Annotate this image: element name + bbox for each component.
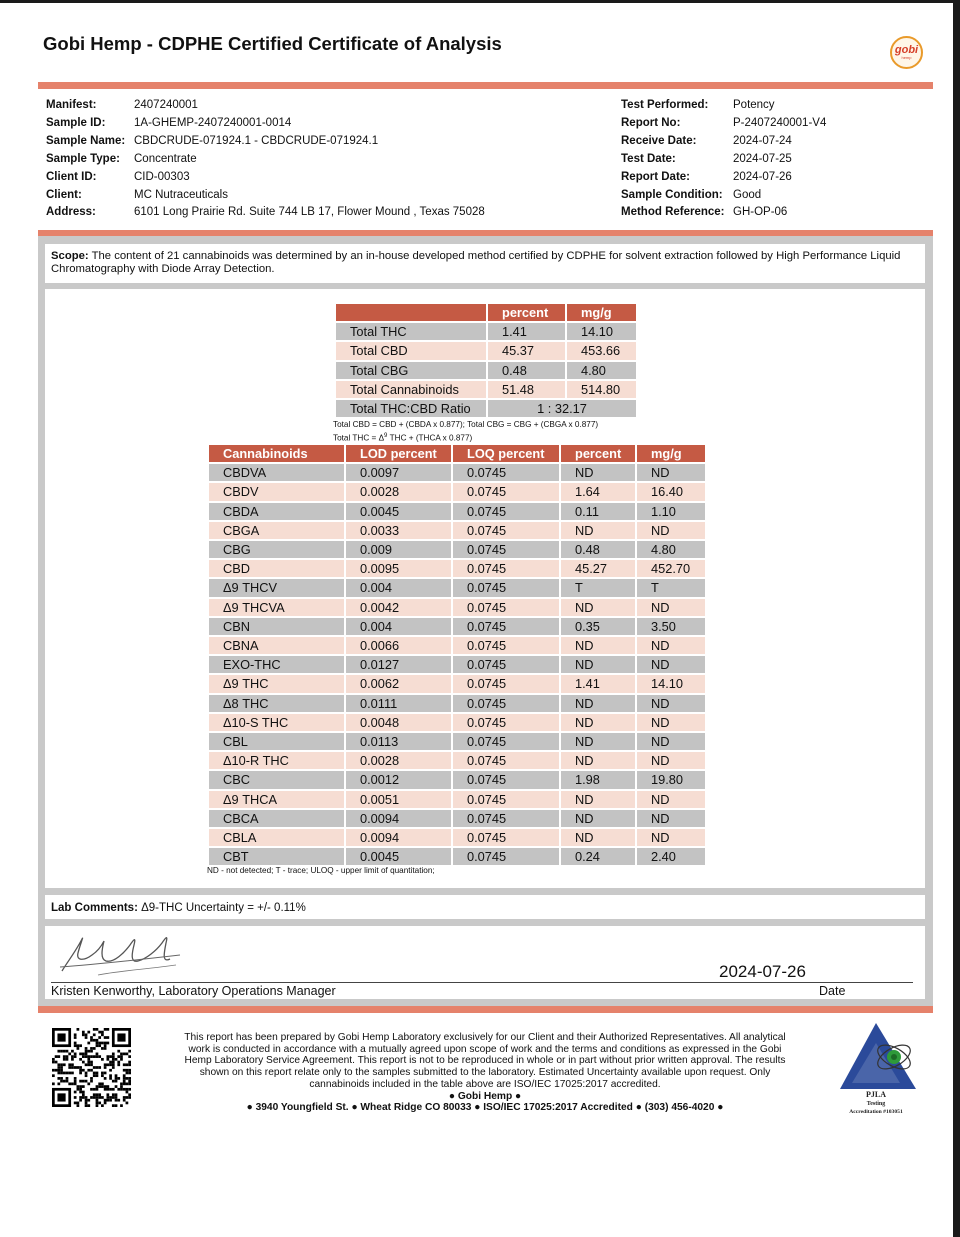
cannabinoid-cell: 0.48 — [561, 541, 635, 558]
cannabinoid-cell: 14.10 — [637, 675, 705, 692]
totals-mgg: 14.10 — [567, 323, 636, 340]
cannabinoid-cell: 0.0745 — [453, 733, 559, 750]
cannabinoid-cell: 452.70 — [637, 560, 705, 577]
info-label: Test Performed: — [621, 99, 709, 111]
totals-name: Total THC — [336, 323, 486, 340]
info-row — [621, 133, 826, 151]
abbreviations-footnote: ND - not detected; T - trace; ULOQ - upper limit of quantitation; — [207, 866, 435, 875]
cannabinoid-cell: ND — [561, 656, 635, 673]
info-label: Client ID: — [46, 170, 97, 183]
lab-comments-text: Δ9-THC Uncertainty = +/- 0.11% — [141, 902, 306, 914]
cannabinoid-cell: ND — [561, 637, 635, 654]
cannabinoid-cell: 0.0745 — [453, 771, 559, 788]
cannabinoid-cell: Δ10-S THC — [209, 714, 344, 731]
info-value: 6101 Long Prairie Rd. Suite 744 LB 17, Flower Mound , Texas 75028 — [134, 206, 485, 219]
footer-divider — [38, 1006, 933, 1013]
totals-formula-note: Total CBD = CBD + (CBDA x 0.877); Total CBG = CBG + (CBGA x 0.877) — [333, 420, 599, 429]
sample-info-left — [46, 97, 485, 222]
info-row — [621, 115, 826, 133]
cannabinoid-row — [209, 503, 705, 520]
cannabinoid-cell: CBN — [209, 618, 344, 635]
cannabinoid-cell: CBC — [209, 771, 344, 788]
cannabinoid-cell: 0.0028 — [346, 483, 451, 500]
cannabinoid-row — [209, 714, 705, 731]
ratio-name: Total THC:CBD Ratio — [336, 400, 486, 417]
totals-row — [336, 342, 636, 359]
cannabinoid-cell: 0.0745 — [453, 791, 559, 808]
totals-header-percent: percent — [488, 304, 565, 321]
cannabinoid-cell: ND — [561, 695, 635, 712]
cannabinoid-cell: 3.50 — [637, 618, 705, 635]
disclaimer — [175, 1032, 795, 1114]
cannabinoid-cell: 0.24 — [561, 848, 635, 865]
cannabinoid-cell: 0.0113 — [346, 733, 451, 750]
cannabinoid-cell: Δ9 THC — [209, 675, 344, 692]
scope-label: Scope: — [51, 250, 89, 262]
report-title: Gobi Hemp - CDPHE Certified Certificate of Analysis — [43, 33, 502, 54]
info-value: Concentrate — [134, 152, 197, 165]
cannabinoid-cell: 0.0745 — [453, 522, 559, 539]
cannabinoid-row — [209, 599, 705, 616]
cannabinoid-cell: 1.41 — [561, 675, 635, 692]
logo-text: gobi — [894, 44, 919, 56]
signature-date: 2024-07-26 — [719, 962, 806, 981]
cannabinoid-cell: 0.0066 — [346, 637, 451, 654]
cannabinoid-cell: CBLA — [209, 829, 344, 846]
cannabinoid-cell: 0.0745 — [453, 637, 559, 654]
lab-comments — [45, 895, 925, 921]
cannabinoid-row — [209, 483, 705, 500]
cannabinoid-cell: ND — [637, 752, 705, 769]
lab-comments-label: Lab Comments: — [51, 902, 138, 914]
info-label: Address: — [46, 206, 96, 219]
cannabinoid-cell: 0.0127 — [346, 656, 451, 673]
info-value: 2024-07-24 — [733, 134, 792, 147]
cannabinoid-cell: 0.0048 — [346, 714, 451, 731]
cannabinoid-cell: 1.64 — [561, 483, 635, 500]
logo-subtext: hemp — [901, 55, 912, 60]
cannabinoid-cell: 0.0745 — [453, 503, 559, 520]
cannabinoid-cell: ND — [637, 637, 705, 654]
cannabinoid-cell: ND — [637, 829, 705, 846]
cannabinoid-cell: 0.0012 — [346, 771, 451, 788]
info-label: Manifest: — [46, 99, 97, 111]
cannabinoid-row — [209, 637, 705, 654]
cannabinoid-cell: Δ9 THCA — [209, 791, 344, 808]
cannabinoid-cell: ND — [637, 656, 705, 673]
signature-line — [51, 982, 913, 983]
info-label: Receive Date: — [621, 134, 697, 147]
totals-table — [334, 302, 638, 419]
totals-percent: 45.37 — [488, 342, 565, 359]
footer-company: ● Gobi Hemp ● — [448, 1090, 522, 1102]
pjla-line3: Accreditation #103051 — [849, 1109, 903, 1115]
cannabinoid-row — [209, 560, 705, 577]
cannabinoid-cell: CBDV — [209, 483, 344, 500]
totals-name: Total CBG — [336, 362, 486, 379]
cannabinoid-cell: CBDVA — [209, 464, 344, 481]
cannabinoid-cell: Δ10-R THC — [209, 752, 344, 769]
cannabinoid-row — [209, 733, 705, 750]
sample-info-right — [621, 97, 826, 222]
cannabinoid-cell: ND — [561, 599, 635, 616]
cannabinoid-cell: CBD — [209, 560, 344, 577]
gobi-logo — [890, 36, 923, 69]
cannabinoid-cell: CBGA — [209, 522, 344, 539]
cannabinoid-cell: CBCA — [209, 810, 344, 827]
cannabinoid-cell: ND — [561, 522, 635, 539]
cannabinoids-header: mg/g — [637, 445, 705, 462]
cannabinoid-cell: 0.0745 — [453, 483, 559, 500]
info-label: Sample ID: — [46, 116, 106, 129]
cannabinoid-cell: 0.0042 — [346, 599, 451, 616]
cannabinoid-cell: 0.004 — [346, 618, 451, 635]
cannabinoid-cell: ND — [637, 695, 705, 712]
ratio-row — [336, 400, 636, 417]
cannabinoid-cell: T — [561, 579, 635, 596]
cannabinoid-cell: ND — [561, 810, 635, 827]
cannabinoid-cell: 0.0095 — [346, 560, 451, 577]
info-row — [621, 187, 826, 205]
disclaimer-text: This report has been prepared by Gobi Hemp Laboratory exclusively for our Client and their Authorized Representatives. All analytical work is conducted in accordance with a mutually agreed upon scope of work and the terms and conditions as expressed in the Gobi Hemp Laboratory Service Agreement. This report is not to be reproduced in whole or in part without prior written approval. The results shown on this report relate only to the samples submitted to the laboratory. Estimated Uncertainty available upon request. Only cannabinoids included in the table above are ISO/IEC 17025:2017 accredited. — [184, 1032, 786, 1090]
cannabinoid-cell: 2.40 — [637, 848, 705, 865]
cannabinoid-cell: ND — [637, 522, 705, 539]
totals-header-mgg: mg/g — [567, 304, 636, 321]
info-value: 1A-GHEMP-2407240001-0014 — [134, 116, 292, 129]
totals-mgg: 453.66 — [567, 342, 636, 359]
cannabinoid-cell: 0.0745 — [453, 579, 559, 596]
info-row — [46, 204, 485, 222]
cannabinoid-cell: 0.0745 — [453, 599, 559, 616]
cannabinoid-row — [209, 522, 705, 539]
lab-comments-box — [45, 895, 925, 919]
cannabinoid-cell: 0.0745 — [453, 541, 559, 558]
signature-scribble — [58, 931, 183, 979]
cannabinoid-cell: 0.0745 — [453, 675, 559, 692]
totals-name: Total CBD — [336, 342, 486, 359]
cannabinoid-cell: 0.0745 — [453, 464, 559, 481]
cannabinoid-cell: 0.0745 — [453, 695, 559, 712]
cannabinoid-cell: 0.0051 — [346, 791, 451, 808]
cannabinoid-cell: 19.80 — [637, 771, 705, 788]
info-value: MC Nutraceuticals — [134, 188, 228, 201]
info-label: Method Reference: — [621, 206, 725, 219]
cannabinoid-cell: CBT — [209, 848, 344, 865]
qr-code[interactable] — [52, 1028, 131, 1107]
cannabinoid-cell: ND — [637, 464, 705, 481]
cannabinoid-cell: 0.11 — [561, 503, 635, 520]
info-row — [621, 169, 826, 187]
cannabinoid-cell: Δ8 THC — [209, 695, 344, 712]
cannabinoids-header: Cannabinoids — [209, 445, 344, 462]
cannabinoid-cell: ND — [561, 791, 635, 808]
scope-box — [45, 244, 925, 283]
cannabinoid-cell: 1.10 — [637, 503, 705, 520]
cannabinoid-row — [209, 829, 705, 846]
cannabinoid-cell: T — [637, 579, 705, 596]
cannabinoids-header: LOQ percent — [453, 445, 559, 462]
cannabinoid-cell: 0.0094 — [346, 810, 451, 827]
cannabinoid-row — [209, 771, 705, 788]
cannabinoid-cell: ND — [637, 714, 705, 731]
cannabinoid-cell: ND — [561, 733, 635, 750]
thc-formula-note: Total THC = $\Delta^9$ THC + (THCA x 0.877) — [333, 433, 473, 443]
totals-percent: 0.48 — [488, 362, 565, 379]
pjla-line2: Testing — [866, 1101, 886, 1107]
info-label: Test Date: — [621, 152, 676, 165]
cannabinoid-cell: 0.0097 — [346, 464, 451, 481]
info-label: Sample Name: — [46, 134, 126, 147]
cannabinoid-row — [209, 618, 705, 635]
cannabinoids-header: percent — [561, 445, 635, 462]
cannabinoid-cell: 0.0745 — [453, 656, 559, 673]
totals-row — [336, 362, 636, 379]
totals-percent: 1.41 — [488, 323, 565, 340]
cannabinoid-cell: ND — [561, 752, 635, 769]
info-row — [46, 151, 485, 169]
info-value: GH-OP-06 — [733, 206, 788, 219]
cannabinoid-cell: Δ9 THCV — [209, 579, 344, 596]
totals-name: Total Cannabinoids — [336, 381, 486, 398]
cannabinoid-cell: ND — [637, 733, 705, 750]
info-value: Good — [733, 188, 762, 201]
footer-address: ● 3940 Youngfield St. ● Wheat Ridge CO 80033 ● ISO/IEC 17025:2017 Accredited ● (303) 456-4020 ● — [246, 1102, 724, 1114]
cannabinoid-cell: ND — [637, 810, 705, 827]
info-row — [46, 169, 485, 187]
cannabinoid-cell: EXO-THC — [209, 656, 344, 673]
pjla-accreditation-logo — [838, 1021, 922, 1121]
cannabinoid-cell: CBL — [209, 733, 344, 750]
totals-mgg: 4.80 — [567, 362, 636, 379]
info-row — [621, 204, 826, 222]
info-value: P-2407240001-V4 — [733, 116, 827, 129]
info-label: Report No: — [621, 116, 681, 129]
cannabinoid-row — [209, 695, 705, 712]
cannabinoid-row — [209, 810, 705, 827]
cannabinoid-row — [209, 848, 705, 865]
cannabinoid-cell: 4.80 — [637, 541, 705, 558]
info-label: Sample Condition: — [621, 188, 723, 201]
cannabinoid-cell: Δ9 THCVA — [209, 599, 344, 616]
header-divider — [38, 82, 933, 89]
cannabinoid-cell: 0.004 — [346, 579, 451, 596]
info-row — [46, 187, 485, 205]
cannabinoid-cell: 0.0745 — [453, 810, 559, 827]
cannabinoid-row — [209, 541, 705, 558]
cannabinoid-cell: 0.0111 — [346, 695, 451, 712]
cannabinoid-cell: CBDA — [209, 503, 344, 520]
totals-row — [336, 381, 636, 398]
cannabinoid-cell: 0.0045 — [346, 503, 451, 520]
info-row — [621, 151, 826, 169]
cannabinoids-table — [207, 443, 707, 867]
cannabinoid-cell: 0.0062 — [346, 675, 451, 692]
cannabinoid-cell: CBNA — [209, 637, 344, 654]
cannabinoid-row — [209, 579, 705, 596]
cannabinoid-cell: 0.0028 — [346, 752, 451, 769]
totals-mgg: 514.80 — [567, 381, 636, 398]
info-value: 2024-07-25 — [733, 152, 792, 165]
ratio-value: 1 : 32.17 — [488, 400, 636, 417]
cannabinoid-cell: 0.009 — [346, 541, 451, 558]
cannabinoid-cell: 0.0745 — [453, 560, 559, 577]
cannabinoid-cell: 0.0745 — [453, 848, 559, 865]
info-label: Sample Type: — [46, 152, 120, 165]
cannabinoid-cell: 45.27 — [561, 560, 635, 577]
totals-percent: 51.48 — [488, 381, 565, 398]
info-row — [46, 97, 485, 115]
info-row — [621, 97, 826, 115]
info-label: Report Date: — [621, 170, 691, 183]
date-label: Date — [819, 984, 846, 998]
cannabinoid-cell: 0.0094 — [346, 829, 451, 846]
info-row — [46, 133, 485, 151]
cannabinoid-row — [209, 791, 705, 808]
cannabinoid-row — [209, 464, 705, 481]
cannabinoid-cell: ND — [561, 464, 635, 481]
cannabinoid-row — [209, 675, 705, 692]
cannabinoids-header: LOD percent — [346, 445, 451, 462]
cannabinoid-cell: ND — [637, 791, 705, 808]
cannabinoid-cell: 0.0745 — [453, 829, 559, 846]
cannabinoid-cell: CBG — [209, 541, 344, 558]
signatory-name: Kristen Kenworthy, Laboratory Operations Manager — [51, 984, 336, 998]
cannabinoid-cell: ND — [637, 599, 705, 616]
scope-text — [45, 244, 925, 276]
cannabinoid-cell: 0.0033 — [346, 522, 451, 539]
cannabinoid-cell: 0.35 — [561, 618, 635, 635]
totals-row — [336, 323, 636, 340]
cannabinoid-cell: ND — [561, 829, 635, 846]
pjla-name: PJLA — [866, 1090, 886, 1099]
info-value: 2024-07-26 — [733, 170, 792, 183]
cannabinoid-cell: 0.0745 — [453, 752, 559, 769]
info-label: Client: — [46, 188, 82, 201]
cannabinoid-cell: 0.0745 — [453, 714, 559, 731]
cannabinoid-row — [209, 656, 705, 673]
info-value: CBDCRUDE-071924.1 - CBDCRUDE-071924.1 — [134, 134, 379, 147]
scope-description: The content of 21 cannabinoids was determined by an in-house developed method certified by CDPHE for solvent extraction followed by High Performance Liquid Chromatography with Diode Array Detection. — [51, 250, 901, 275]
cannabinoid-row — [209, 752, 705, 769]
info-row — [46, 115, 485, 133]
totals-header-blank — [336, 304, 486, 321]
cannabinoid-cell: 16.40 — [637, 483, 705, 500]
info-value: CID-00303 — [134, 170, 190, 183]
info-value: Potency — [733, 99, 775, 111]
cannabinoid-cell: ND — [561, 714, 635, 731]
cannabinoid-cell: 0.0045 — [346, 848, 451, 865]
cannabinoid-cell: 1.98 — [561, 771, 635, 788]
cannabinoid-cell: 0.0745 — [453, 618, 559, 635]
info-value: 2407240001 — [134, 99, 198, 111]
